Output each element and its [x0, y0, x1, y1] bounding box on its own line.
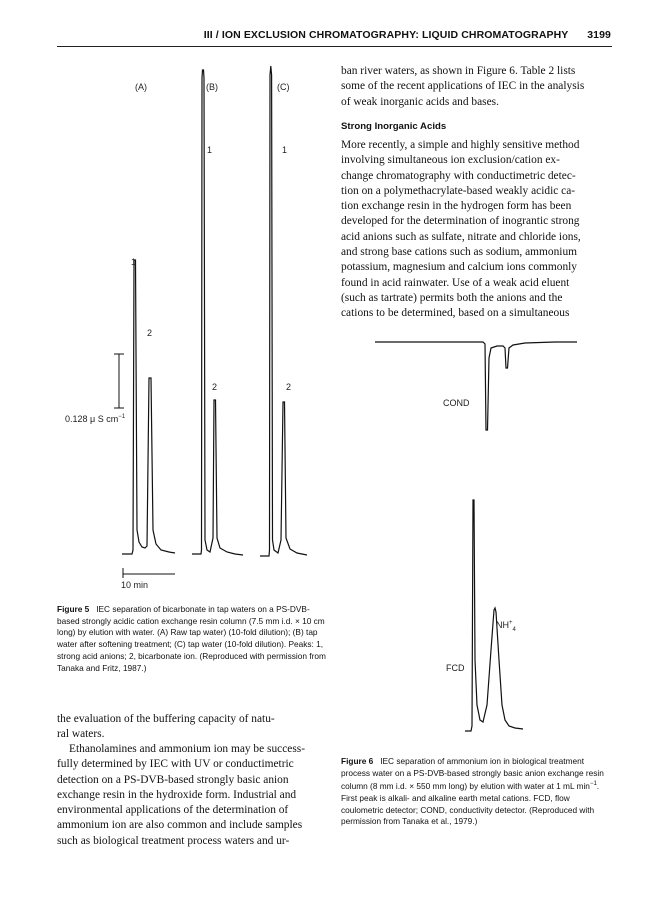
figure-6: [345, 330, 615, 750]
right-column-paragraph-2: More recently, a simple and highly sensitive method involving simultaneous ion exclusion/cation ex- change chromatography with conductimetric detec- tion on a polymethacrylate-based weakly acidic ca- tion exchange resin in the hydrogen form has been developed for the determination of inograntic strong acid anions such as sulfate, nitrate and chloride ions, and strong base cations such as sodium, ammonium potassium, magnesium and calcium ions commonly found in acid rainwater. Use of a weak acid eluent (such as tartrate) permits both the anions and the cations to be determined, based on a simultaneous: [341, 139, 581, 320]
figure-5-caption-text: IEC separation of bicarbonate in tap waters on a PS-DVB-based strongly acidic cation exchange resin column (7.5 mm i.d. × 10 cm long) by elution with water. (A) Raw tap water) (10-fold dilution); (B) tap water after softening treatment; (C) tap water (10-fold dilution). Peaks: 1, strong acid anions; 2, bicarbonate ion. (Reproduced with permission from Tanaka and Fritz, 1987.): [57, 604, 326, 673]
figure-6-caption: Figure 6 IEC separation of ammonium ion in biological treatment process water on a PS-DVB-based strongly basic anion exchange resin column (8 mm i.d. × 550 mm long) by elution with water at 1 mL $\min^{-1}$. First peak is alkali- and alkaline earth metal cations. FCD, flow coulometric detector; COND, conductivity detector. (Reproduced with permission from Tanaka et al., 1979.): [341, 756, 613, 828]
time-bar-label: 10 min: [121, 580, 149, 590]
trace-fcd: [465, 500, 523, 731]
right-column-paragraph-1: ban river waters, as shown in Figure 6. Table 2 lists some of the recent applications of IEC in the analysis of weak inorganic acids and bases.: [341, 65, 585, 108]
panel-label-c: (C): [277, 82, 290, 92]
nh4-peak-label: $NH^+_4$: [496, 620, 516, 633]
trace-cond: [375, 342, 577, 430]
figure-6-chromatograms: [345, 330, 615, 750]
peak-label-c2: 2: [286, 382, 292, 392]
figure-6-caption-text: IEC separation of ammonium ion in biological treatment process water on a PS-DVB-based strongly basic anion exchange resin column (8 mm i.d. × 550 mm long) by elution with water at 1 mL min: [341, 756, 604, 792]
fcd-label: FCD: [446, 663, 465, 673]
peak-label-a2: 2: [147, 328, 153, 338]
figure-5-caption-label: Figure 5: [57, 604, 90, 614]
peak-label-a1: 1: [131, 257, 137, 267]
conductance-scale-bar: [114, 354, 124, 408]
trace-c: [260, 66, 307, 556]
trace-b: [192, 70, 243, 555]
peak-label-b2: 2: [212, 382, 218, 392]
running-title: III / ION EXCLUSION CHROMATOGRAPHY: LIQUID CHROMATOGRAPHY: [203, 29, 569, 41]
peak-label-c1: 1: [282, 145, 288, 155]
page-number: 3199: [587, 29, 611, 41]
cond-label: COND: [443, 398, 470, 408]
peak-label-b1: 1: [207, 145, 213, 155]
running-header: [0, 29, 611, 43]
scale-bar-label: 0.128 μ S $cm^{-1}$: [65, 414, 126, 424]
section-heading: Strong Inorganic Acids: [341, 121, 447, 132]
time-scale-bar: [123, 568, 175, 578]
figure-5-caption: [57, 604, 329, 674]
figure-5-chromatograms: [57, 60, 332, 600]
left-column-paragraph-1: the evaluation of the buffering capacity of natu- ral waters.: [57, 713, 275, 741]
panel-label-b: (B): [206, 82, 218, 92]
figure-6-caption-label: Figure 6: [341, 756, 374, 766]
figure-5: [57, 60, 332, 600]
figure-6-caption-text-2: First peak is alkali- and alkaline earth metal cations. FCD, flow coulometric detector; COND, conductivity detector. (Reproduced with permission from Tanaka et al., 1979.): [341, 792, 595, 827]
left-column-paragraph-2: Ethanolamines and ammonium ion may be success- fully determined by IEC with UV or conductimetric detection on a PS-DVB-based strongly basic anion exchange resin in the hydroxide form. Industrial and environmental applications of the determination of ammonium ion are also common and include samples such as biological treatment process waters and ur-: [57, 743, 305, 847]
trace-a: [122, 260, 175, 554]
header-rule: [57, 46, 612, 47]
panel-label-a: (A): [135, 82, 147, 92]
